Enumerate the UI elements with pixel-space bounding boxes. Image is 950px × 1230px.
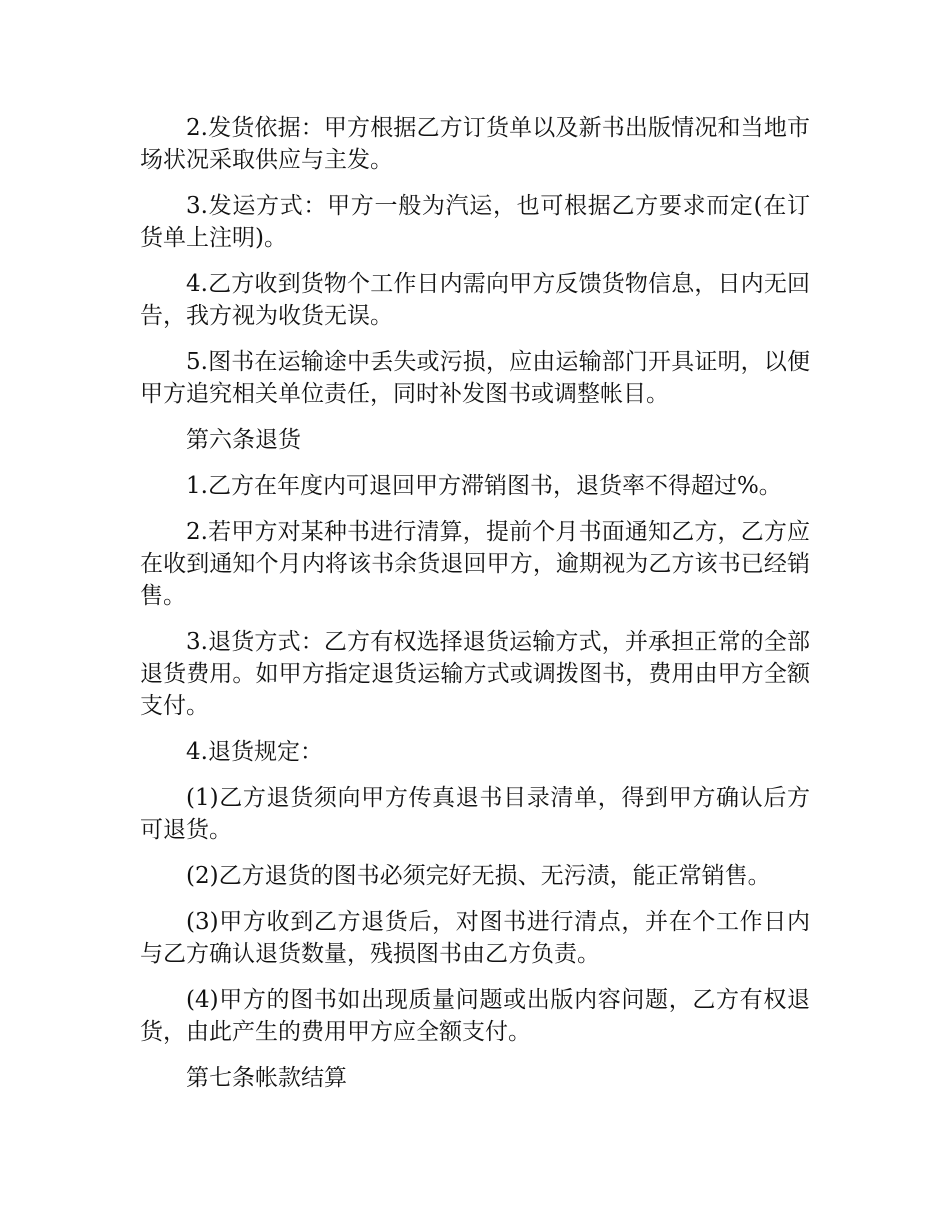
clause-return-method: 3.退货方式：乙方有权选择退货运输方式，并承担正常的全部退货费用。如甲方指定退货运输方式或调拨图书，费用由甲方全额支付。 (140, 629, 810, 719)
rule-quality-issue: (4)甲方的图书如出现质量问题或出版内容问题，乙方有权退货，由此产生的费用甲方应全额支付。 (140, 987, 810, 1045)
document-body (140, 112, 810, 1108)
clause-transit-loss: 5.图书在运输途中丢失或污损，应由运输部门开具证明，以便甲方追究相关单位责任，同时补发图书或调整帐目。 (140, 349, 810, 407)
section-heading-settlement: 第七条帐款结算 (186, 1065, 347, 1091)
clause-return-rate: 1.乙方在年度内可退回甲方滞销图书，退货率不得超过%。 (186, 473, 782, 499)
clause-delivery-basis: 2.发货依据：甲方根据乙方订货单以及新书出版情况和当地市场状况采取供应与主发。 (140, 115, 810, 173)
rule-book-condition: (2)乙方退货的图书必须完好无损、无污渍，能正常销售。 (186, 863, 771, 889)
clause-clearance: 2.若甲方对某种书进行清算，提前个月书面通知乙方，乙方应在收到通知个月内将该书余货退回甲方，逾期视为乙方该书已经销售。 (140, 519, 810, 609)
clause-shipping-method: 3.发运方式：甲方一般为汽运，也可根据乙方要求而定(在订货单上注明)。 (140, 193, 810, 251)
rule-fax-list: (1)乙方退货须向甲方传真退书目录清单，得到甲方确认后方可退货。 (140, 785, 810, 843)
section-heading-returns: 第六条退货 (186, 427, 301, 453)
clause-receipt-feedback: 4.乙方收到货物个工作日内需向甲方反馈货物信息，日内无回告，我方视为收货无误。 (140, 271, 810, 329)
clause-return-rules: 4.退货规定： (186, 739, 323, 765)
rule-count-confirm: (3)甲方收到乙方退货后，对图书进行清点，并在个工作日内与乙方确认退货数量，残损图书由乙方负责。 (140, 909, 810, 967)
